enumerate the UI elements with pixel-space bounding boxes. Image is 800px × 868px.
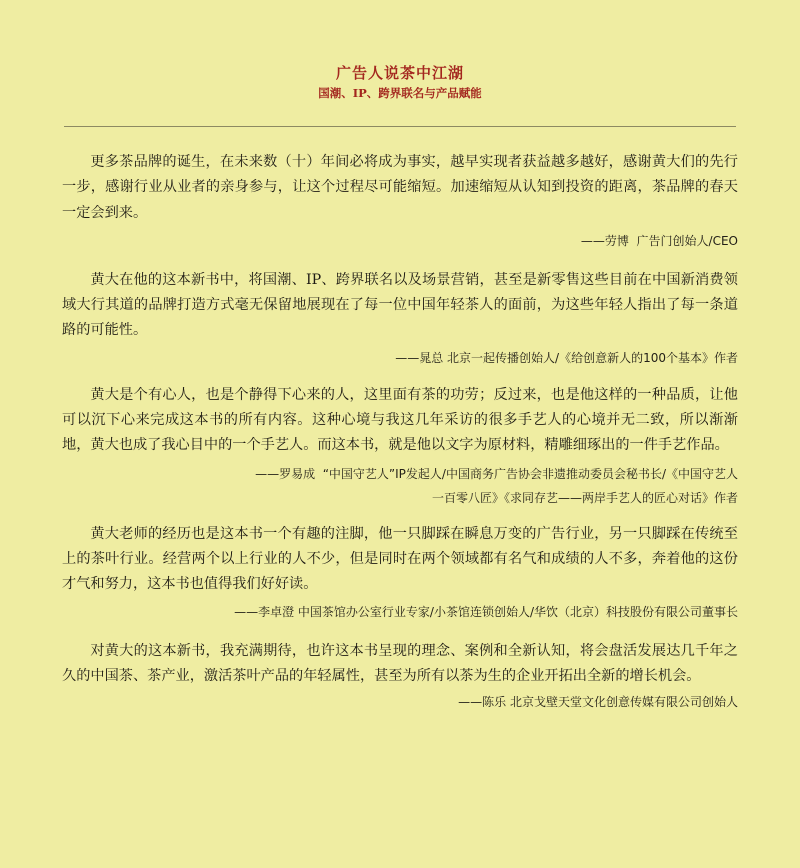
page-header <box>0 64 800 100</box>
endorsement-list <box>62 150 738 713</box>
endorsement-text: 黄大老师的经历也是这本书一个有趣的注脚，他一只脚踩在瞬息万变的广告行业，另一只脚踩在传统至上的茶叶行业。经营两个以上行业的人不少，但是同时在两个领域都有名气和成绩的人不多，奔着他的这份才气和努力，这本书也值得我们好好读。 <box>62 525 738 593</box>
endorsement-attribution: ——陈乐 北京戈壁天堂文化创意传媒有限公司创始人 <box>458 695 738 710</box>
endorsement-attribution: ——劳博 广告门创始人/CEO <box>580 233 738 248</box>
endorsement-text: 黄大在他的这本新书中，将国潮、IP、跨界联名以及场景营销，甚至是新零售这些目前在中国新消费领域大行其道的品牌打造方式毫无保留地展现在了每一位中国年轻茶人的面前，为这些年轻人指出了每一条道路的可能性。 <box>62 271 738 339</box>
attribution-line: ——罗易成 “中国守艺人”IP发起人/中国商务广告协会非遗推动委员会秘书长/《中国守艺人 <box>255 466 738 481</box>
endorsement-attribution <box>62 462 738 510</box>
endorsement-text: 黄大是个有心人，也是个静得下心来的人，这里面有茶的功劳；反过来，也是他这样的一种品质，让他可以沉下心来完成这本书的所有内容。这种心境与我这几年采访的很多手艺人的心境并无二致，所以渐渐地，黄大也成了我心目中的一个手艺人。而这本书，就是他以文字为原材料，精雕细琢出的一件手艺作品。 <box>62 386 738 454</box>
attribution-line: 一百零八匠》《求同存艺——两岸手艺人的匠心对话》作者 <box>431 490 738 505</box>
header-divider <box>64 126 736 127</box>
page-subtitle: 国潮、IP、跨界联名与产品赋能 <box>318 86 482 100</box>
endorsement-text: 更多茶品牌的诞生，在未来数（十）年间必将成为事实，越早实现者获益越多越好，感谢黄大们的先行一步，感谢行业从业者的亲身参与，让这个过程尽可能缩短。加速缩短从认知到投资的距离，茶品牌的春天一定会到来。 <box>62 154 738 221</box>
page-title: 广告人说茶中江湖 <box>335 64 464 82</box>
endorsement-attribution: ——李卓澄 中国茶馆办公室行业专家/小茶馆连锁创始人/华饮（北京）科技股份有限公司董事长 <box>234 604 738 619</box>
endorsement-text: 对黄大的这本新书，我充满期待，也许这本书呈现的理念、案例和全新认知，将会盘活发展达几千年之久的中国茶、茶产业，激活茶叶产品的年轻属性，甚至为所有以茶为生的企业开拓出全新的增长机会。 <box>62 642 738 684</box>
endorsement-attribution: ——晁总 北京一起传播创始人/《给创意新人的100个基本》作者 <box>395 350 738 365</box>
